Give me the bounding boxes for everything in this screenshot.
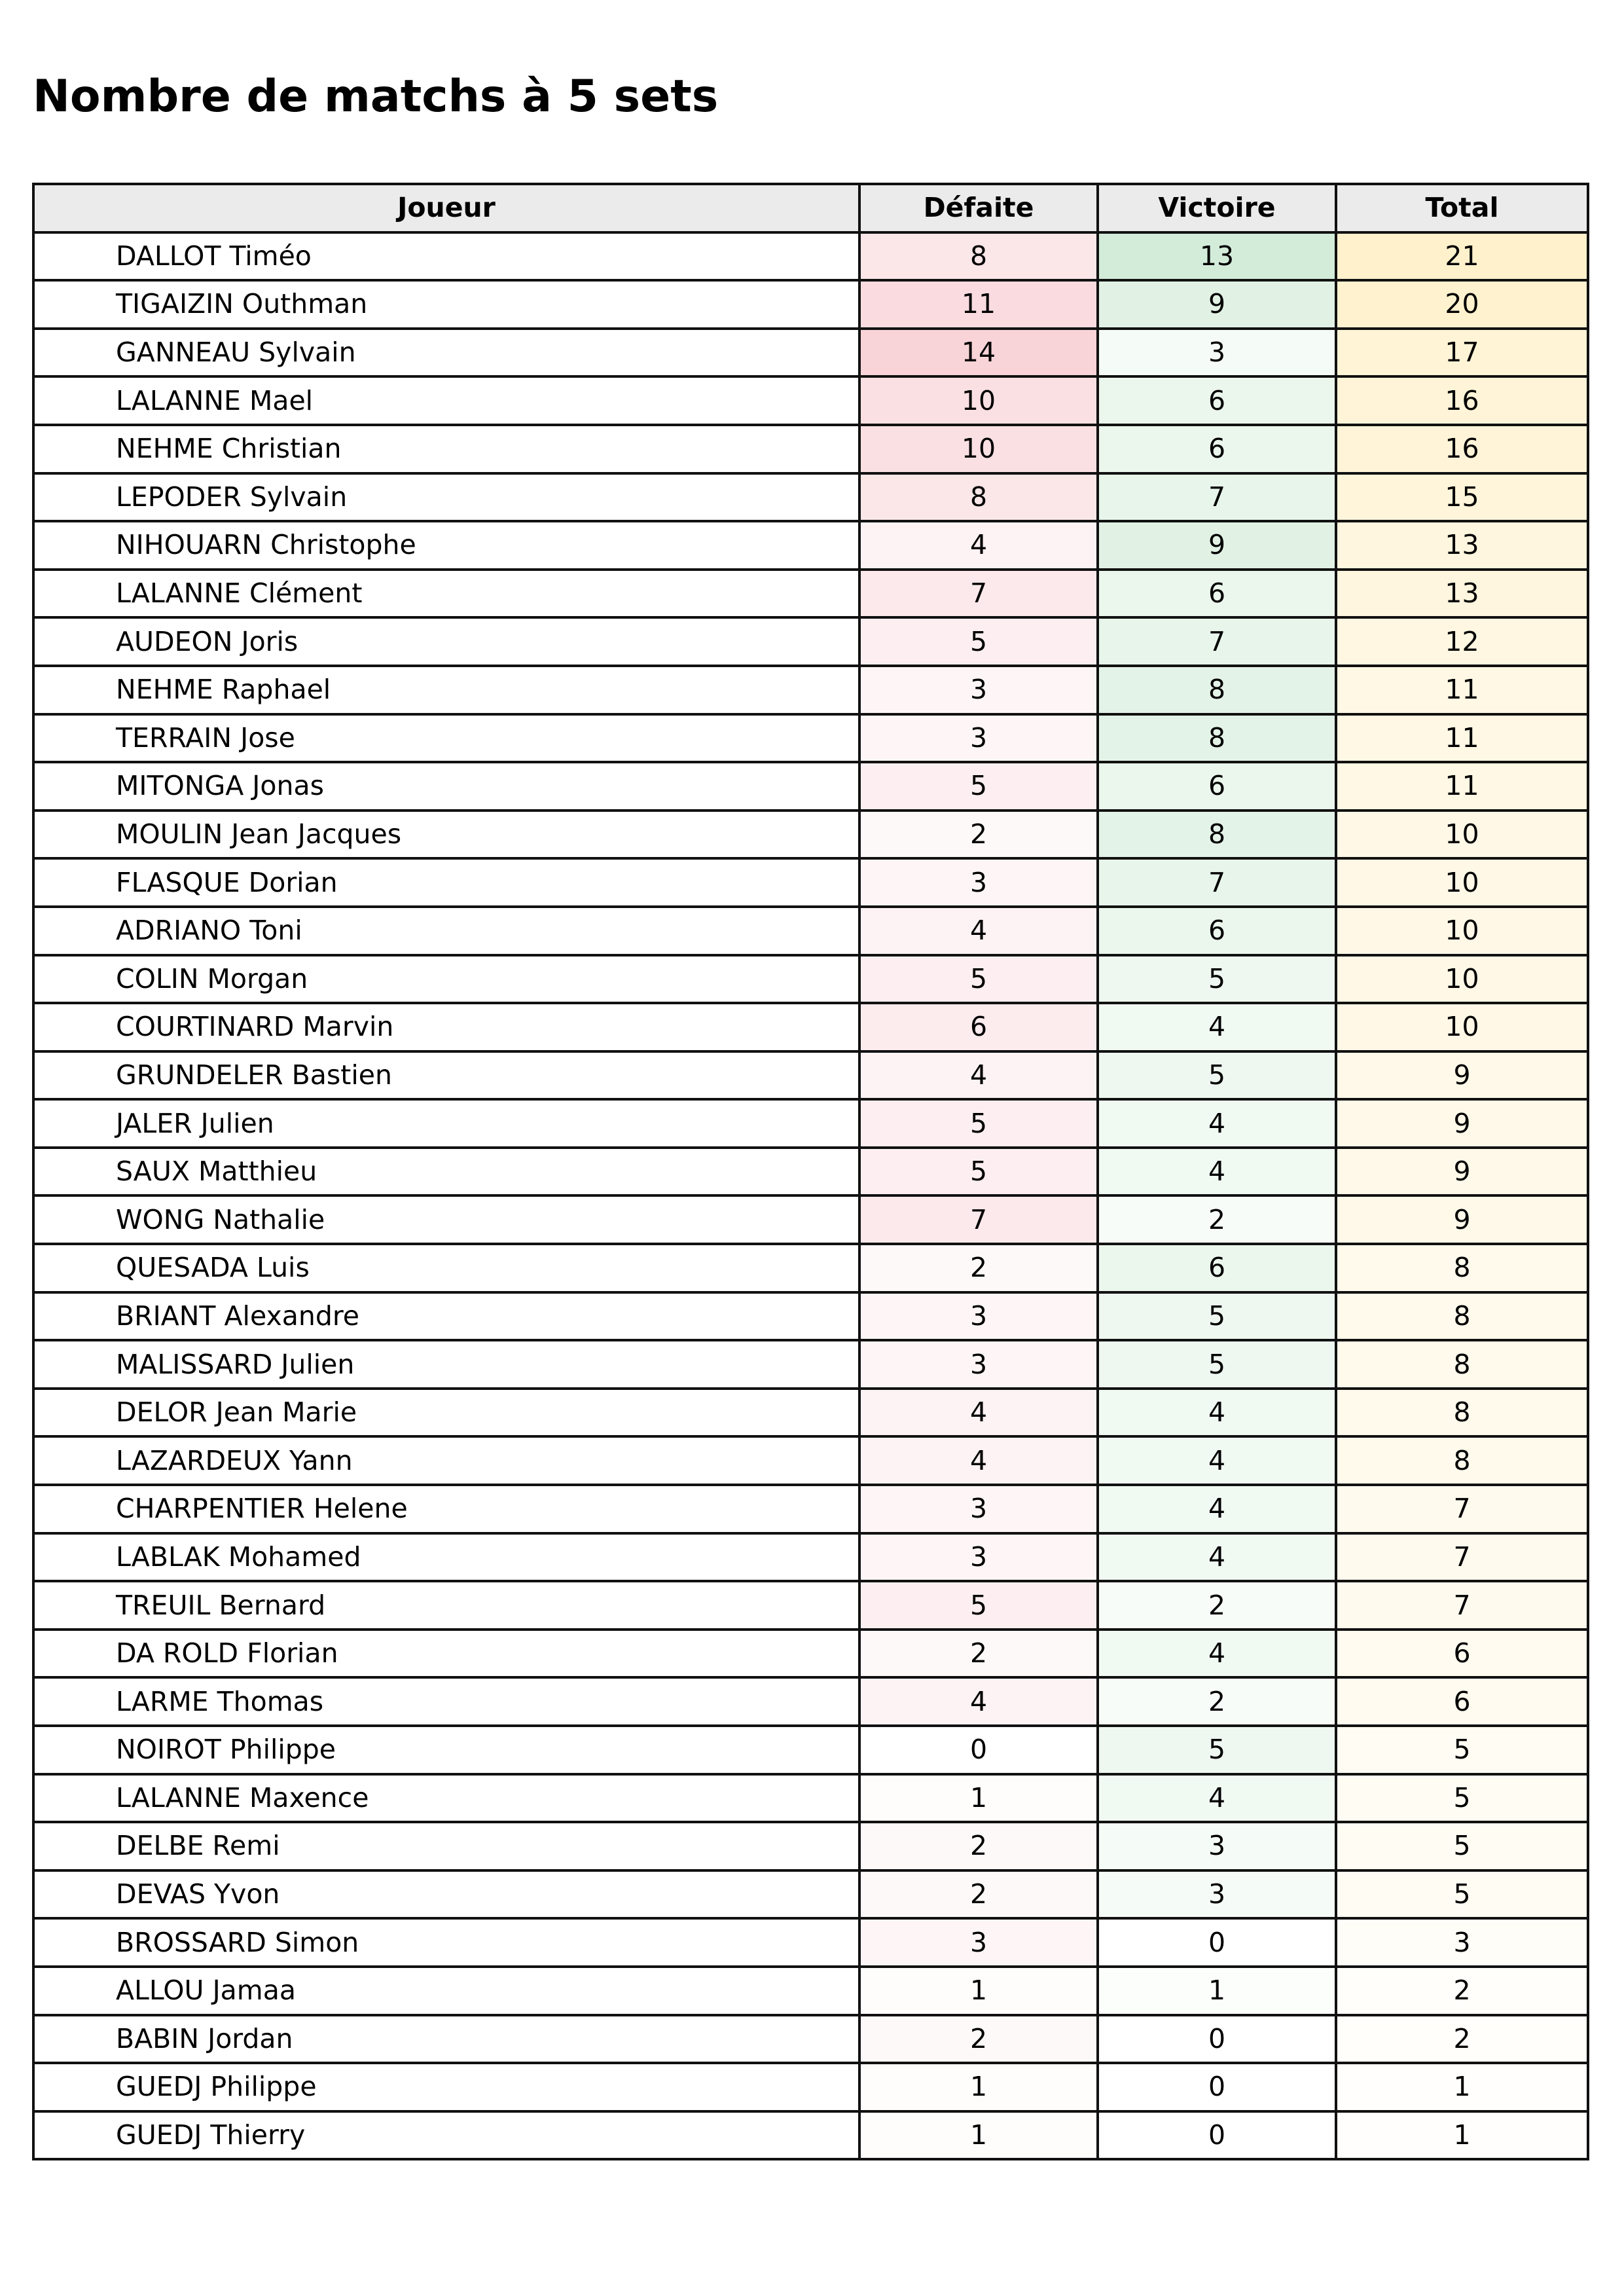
cell-total: 8 — [1336, 1244, 1588, 1292]
cell-victoire: 6 — [1098, 376, 1336, 425]
table-row — [33, 666, 1588, 714]
cell-defaite: 4 — [859, 1389, 1098, 1437]
table-body — [33, 232, 1588, 2160]
header-joueur: Joueur — [33, 184, 859, 232]
cell-victoire: 4 — [1098, 1533, 1336, 1582]
cell-total: 10 — [1336, 811, 1588, 859]
table-row — [33, 1292, 1588, 1341]
cell-joueur: WONG Nathalie — [33, 1195, 859, 1244]
cell-total: 8 — [1336, 1292, 1588, 1341]
cell-total: 11 — [1336, 666, 1588, 714]
cell-joueur: DELOR Jean Marie — [33, 1389, 859, 1437]
cell-defaite: 2 — [859, 1822, 1098, 1870]
cell-defaite: 3 — [859, 1292, 1098, 1341]
cell-total: 9 — [1336, 1051, 1588, 1100]
header-total: Total — [1336, 184, 1588, 232]
cell-defaite: 4 — [859, 1051, 1098, 1100]
table-row — [33, 280, 1588, 329]
cell-joueur: LEPODER Sylvain — [33, 473, 859, 522]
cell-victoire: 4 — [1098, 1148, 1336, 1196]
cell-joueur: DALLOT Timéo — [33, 232, 859, 281]
cell-defaite: 0 — [859, 1726, 1098, 1774]
table-row — [33, 473, 1588, 522]
table-row — [33, 1485, 1588, 1533]
cell-total: 21 — [1336, 232, 1588, 281]
cell-victoire: 0 — [1098, 2111, 1336, 2160]
cell-total: 9 — [1336, 1148, 1588, 1196]
cell-joueur: AUDEON Joris — [33, 617, 859, 666]
cell-total: 16 — [1336, 425, 1588, 473]
table-row — [33, 1003, 1588, 1051]
header-defaite: Défaite — [859, 184, 1098, 232]
cell-defaite: 3 — [859, 714, 1098, 763]
cell-defaite: 3 — [859, 858, 1098, 907]
cell-joueur: DELBE Remi — [33, 1822, 859, 1870]
cell-victoire: 5 — [1098, 1726, 1336, 1774]
cell-defaite: 14 — [859, 329, 1098, 377]
cell-joueur: COLIN Morgan — [33, 955, 859, 1004]
cell-joueur: LALANNE Mael — [33, 376, 859, 425]
table-row — [33, 1774, 1588, 1823]
table-row — [33, 329, 1588, 377]
cell-victoire: 2 — [1098, 1581, 1336, 1630]
cell-joueur: CHARPENTIER Helene — [33, 1485, 859, 1533]
cell-total: 2 — [1336, 2015, 1588, 2064]
cell-defaite: 2 — [859, 1244, 1098, 1292]
cell-joueur: ALLOU Jamaa — [33, 1967, 859, 2015]
table-row — [33, 2063, 1588, 2111]
cell-total: 5 — [1336, 1774, 1588, 1823]
cell-total: 7 — [1336, 1533, 1588, 1582]
cell-total: 5 — [1336, 1726, 1588, 1774]
cell-victoire: 6 — [1098, 907, 1336, 955]
cell-total: 8 — [1336, 1389, 1588, 1437]
table-row — [33, 617, 1588, 666]
cell-victoire: 2 — [1098, 1677, 1336, 1726]
cell-victoire: 9 — [1098, 521, 1336, 570]
cell-total: 11 — [1336, 762, 1588, 811]
table-row — [33, 2015, 1588, 2064]
table-row — [33, 570, 1588, 618]
cell-total: 5 — [1336, 1870, 1588, 1919]
cell-total: 11 — [1336, 714, 1588, 763]
cell-joueur: GUEDJ Philippe — [33, 2063, 859, 2111]
cell-joueur: MITONGA Jonas — [33, 762, 859, 811]
cell-defaite: 5 — [859, 955, 1098, 1004]
cell-victoire: 8 — [1098, 714, 1336, 763]
cell-joueur: TERRAIN Jose — [33, 714, 859, 763]
cell-joueur: GRUNDELER Bastien — [33, 1051, 859, 1100]
cell-joueur: ADRIANO Toni — [33, 907, 859, 955]
cell-defaite: 4 — [859, 1677, 1098, 1726]
cell-victoire: 5 — [1098, 1292, 1336, 1341]
cell-joueur: NOIROT Philippe — [33, 1726, 859, 1774]
cell-defaite: 7 — [859, 570, 1098, 618]
cell-defaite: 3 — [859, 666, 1098, 714]
cell-joueur: LABLAK Mohamed — [33, 1533, 859, 1582]
table-row — [33, 1677, 1588, 1726]
cell-joueur: QUESADA Luis — [33, 1244, 859, 1292]
cell-defaite: 1 — [859, 1774, 1098, 1823]
table-row — [33, 232, 1588, 281]
table-row — [33, 1967, 1588, 2015]
cell-total: 13 — [1336, 521, 1588, 570]
cell-defaite: 1 — [859, 1967, 1098, 2015]
cell-joueur: BROSSARD Simon — [33, 1918, 859, 1967]
cell-victoire: 3 — [1098, 329, 1336, 377]
table-row — [33, 907, 1588, 955]
cell-defaite: 10 — [859, 425, 1098, 473]
cell-victoire: 13 — [1098, 232, 1336, 281]
cell-defaite: 6 — [859, 1003, 1098, 1051]
cell-defaite: 3 — [859, 1533, 1098, 1582]
cell-joueur: LARME Thomas — [33, 1677, 859, 1726]
cell-victoire: 7 — [1098, 858, 1336, 907]
cell-total: 1 — [1336, 2063, 1588, 2111]
cell-joueur: FLASQUE Dorian — [33, 858, 859, 907]
table-row — [33, 1195, 1588, 1244]
table-row — [33, 1581, 1588, 1630]
table-row — [33, 1099, 1588, 1148]
table-row — [33, 1389, 1588, 1437]
cell-joueur: GUEDJ Thierry — [33, 2111, 859, 2160]
cell-defaite: 8 — [859, 473, 1098, 522]
cell-total: 3 — [1336, 1918, 1588, 1967]
table-row — [33, 858, 1588, 907]
table-row — [33, 1244, 1588, 1292]
cell-victoire: 4 — [1098, 1099, 1336, 1148]
cell-victoire: 0 — [1098, 2063, 1336, 2111]
cell-defaite: 3 — [859, 1485, 1098, 1533]
cell-joueur: NEHME Raphael — [33, 666, 859, 714]
table-row — [33, 2111, 1588, 2160]
cell-total: 8 — [1336, 1436, 1588, 1485]
cell-joueur: NIHOUARN Christophe — [33, 521, 859, 570]
cell-defaite: 4 — [859, 521, 1098, 570]
cell-victoire: 8 — [1098, 666, 1336, 714]
cell-joueur: DEVAS Yvon — [33, 1870, 859, 1919]
cell-joueur: LALANNE Maxence — [33, 1774, 859, 1823]
table-row — [33, 1533, 1588, 1582]
cell-victoire: 5 — [1098, 1051, 1336, 1100]
table-row — [33, 1340, 1588, 1389]
cell-total: 20 — [1336, 280, 1588, 329]
cell-total: 10 — [1336, 955, 1588, 1004]
page-title: Nombre de matchs à 5 sets — [33, 71, 719, 122]
cell-victoire: 3 — [1098, 1822, 1336, 1870]
cell-defaite: 1 — [859, 2111, 1098, 2160]
cell-victoire: 4 — [1098, 1485, 1336, 1533]
cell-joueur: LAZARDEUX Yann — [33, 1436, 859, 1485]
cell-victoire: 4 — [1098, 1003, 1336, 1051]
cell-total: 6 — [1336, 1630, 1588, 1678]
cell-total: 12 — [1336, 617, 1588, 666]
cell-victoire: 6 — [1098, 762, 1336, 811]
table-row — [33, 521, 1588, 570]
cell-joueur: LALANNE Clément — [33, 570, 859, 618]
cell-total: 17 — [1336, 329, 1588, 377]
cell-defaite: 5 — [859, 1148, 1098, 1196]
cell-joueur: BABIN Jordan — [33, 2015, 859, 2064]
cell-total: 9 — [1336, 1195, 1588, 1244]
cell-defaite: 2 — [859, 1870, 1098, 1919]
matches-table — [32, 183, 1589, 2160]
table-row — [33, 425, 1588, 473]
header-victoire: Victoire — [1098, 184, 1336, 232]
table-row — [33, 1726, 1588, 1774]
cell-victoire: 0 — [1098, 2015, 1336, 2064]
cell-victoire: 2 — [1098, 1195, 1336, 1244]
cell-defaite: 2 — [859, 1630, 1098, 1678]
cell-total: 1 — [1336, 2111, 1588, 2160]
cell-joueur: JALER Julien — [33, 1099, 859, 1148]
cell-defaite: 2 — [859, 811, 1098, 859]
cell-joueur: DA ROLD Florian — [33, 1630, 859, 1678]
cell-total: 7 — [1336, 1485, 1588, 1533]
cell-total: 15 — [1336, 473, 1588, 522]
cell-joueur: COURTINARD Marvin — [33, 1003, 859, 1051]
cell-victoire: 7 — [1098, 617, 1336, 666]
cell-victoire: 1 — [1098, 1967, 1336, 2015]
cell-victoire: 5 — [1098, 955, 1336, 1004]
cell-victoire: 0 — [1098, 1918, 1336, 1967]
cell-defaite: 3 — [859, 1340, 1098, 1389]
cell-defaite: 5 — [859, 1581, 1098, 1630]
cell-joueur: SAUX Matthieu — [33, 1148, 859, 1196]
cell-victoire: 7 — [1098, 473, 1336, 522]
table-row — [33, 1918, 1588, 1967]
table-row — [33, 1870, 1588, 1919]
cell-defaite: 5 — [859, 617, 1098, 666]
cell-victoire: 4 — [1098, 1630, 1336, 1678]
cell-joueur: TIGAIZIN Outhman — [33, 280, 859, 329]
cell-total: 7 — [1336, 1581, 1588, 1630]
cell-joueur: MALISSARD Julien — [33, 1340, 859, 1389]
cell-total: 9 — [1336, 1099, 1588, 1148]
cell-defaite: 7 — [859, 1195, 1098, 1244]
cell-total: 16 — [1336, 376, 1588, 425]
cell-joueur: NEHME Christian — [33, 425, 859, 473]
cell-victoire: 9 — [1098, 280, 1336, 329]
cell-victoire: 6 — [1098, 425, 1336, 473]
cell-defaite: 5 — [859, 762, 1098, 811]
cell-joueur: MOULIN Jean Jacques — [33, 811, 859, 859]
cell-victoire: 4 — [1098, 1389, 1336, 1437]
table-row — [33, 811, 1588, 859]
table-row — [33, 1148, 1588, 1196]
table-row — [33, 714, 1588, 763]
cell-defaite: 8 — [859, 232, 1098, 281]
cell-joueur: BRIANT Alexandre — [33, 1292, 859, 1341]
cell-victoire: 6 — [1098, 570, 1336, 618]
cell-total: 13 — [1336, 570, 1588, 618]
cell-defaite: 11 — [859, 280, 1098, 329]
cell-defaite: 10 — [859, 376, 1098, 425]
cell-victoire: 8 — [1098, 811, 1336, 859]
table-row — [33, 376, 1588, 425]
cell-defaite: 4 — [859, 1436, 1098, 1485]
cell-joueur: TREUIL Bernard — [33, 1581, 859, 1630]
table-row — [33, 1630, 1588, 1678]
cell-victoire: 6 — [1098, 1244, 1336, 1292]
cell-total: 8 — [1336, 1340, 1588, 1389]
cell-victoire: 5 — [1098, 1340, 1336, 1389]
table-row — [33, 1051, 1588, 1100]
cell-defaite: 4 — [859, 907, 1098, 955]
cell-total: 6 — [1336, 1677, 1588, 1726]
cell-defaite: 2 — [859, 2015, 1098, 2064]
table-header-row — [33, 184, 1588, 232]
cell-defaite: 3 — [859, 1918, 1098, 1967]
cell-total: 10 — [1336, 907, 1588, 955]
table-row — [33, 955, 1588, 1004]
cell-total: 10 — [1336, 1003, 1588, 1051]
cell-defaite: 5 — [859, 1099, 1098, 1148]
table-row — [33, 762, 1588, 811]
cell-victoire: 3 — [1098, 1870, 1336, 1919]
cell-defaite: 1 — [859, 2063, 1098, 2111]
cell-total: 5 — [1336, 1822, 1588, 1870]
cell-joueur: GANNEAU Sylvain — [33, 329, 859, 377]
cell-victoire: 4 — [1098, 1774, 1336, 1823]
table-row — [33, 1436, 1588, 1485]
cell-total: 10 — [1336, 858, 1588, 907]
cell-victoire: 4 — [1098, 1436, 1336, 1485]
cell-total: 2 — [1336, 1967, 1588, 2015]
table-row — [33, 1822, 1588, 1870]
